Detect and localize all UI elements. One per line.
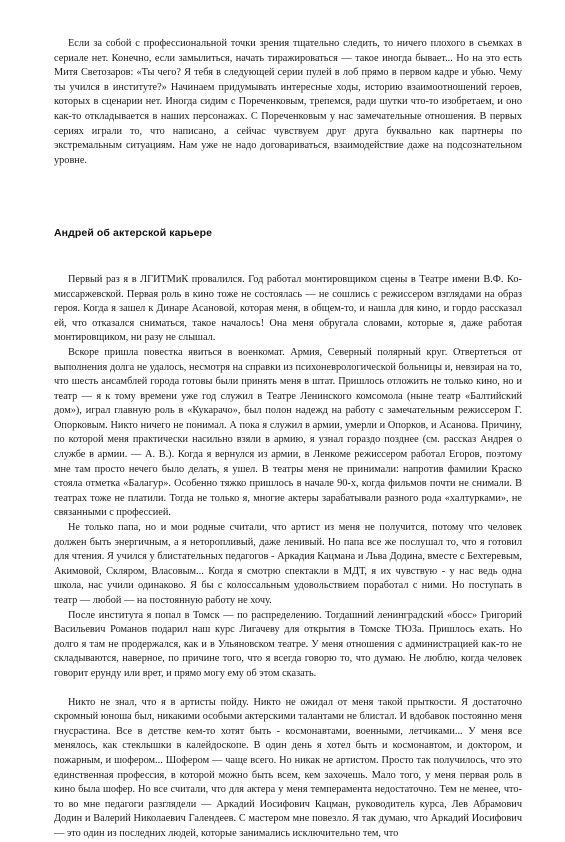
- document-page: [54, 37, 522, 842]
- spacer: [54, 682, 522, 696]
- body-paragraph-5: Никто не знал, что я в артисты пойду. Никто не ожидал от меня такой прыткости. Я достаточно скромный юноша был, никакими особыми актерскими талантами не блистал. И вдобавок постоянно меня гнусрастина. Все в детстве кем-то хотят быть - космонавтами, военными, летчиками... У меня все менялось, как стеклышки в калейдоскопе. В один день я хотел быть и космонавтом, и доктором, и пожарным, и шофером... Шофером — чаще всего. Но никак не артистом. Просто так получилось, что это единственная профессия, в которой можно быть всем, кем захочешь. Мало того, у меня первая роль в кино была шофер. Но все считали, что для актера у меня темперамента недостаточно. Тем не менее, что-то во мне педагоги разглядели — Аркадий Иосифович Кацман, руководитель курса, Лев Абрамович Додин и Валерий Николаевич Галендеев. С мастером мне повезло. Я так думаю, что Аркадий Иосифович — это один из последних людей, которые занимались исключительно тем, что: [54, 696, 522, 839]
- intro-paragraph: Если за собой с профессиональной точки зрения тщательно следить, то ничего плохого в съемках в сериале нет. Конечно, если замылиться, начать тиражироваться — такое иногда бывает... Но на это есть Митя Светозаров: «Ты чего? Я тебя в следующей серии пулей в лоб прямо в первом кадре и убью. Чему ты учился в институте?» Начинаем придумывать интересные ходы, историю взаимоотношений героев, которых в сценарии нет. Иногда сидим с Пореченковым, трепемся, ради шутки что-то изобретаем, и оно как-то откладывается в наших персонажах. С Пореченковым у нас замечательные отношения. В первых сериях играли то, что написано, а сейчас чувствуем друг друга буквально как партнеры по экстремальным ситуациям. Нам уже не надо договариваться, взаимодействие даже на подсознательном уровне.: [54, 38, 522, 166]
- spacer: [54, 241, 522, 273]
- body-paragraph-3: Не только папа, но и мои родные считали, что артист из меня не получится, потому что человек должен быть энергичным, а я неторопливый, даже ленивый. Но папа все же послушал то, что я готовил для чтения. Я учился у блистательных педагогов - Аркадия Кацмана и Льва Додина, вместе с Бехтеревым, Акимовой, Скляром, Власовым... Когда я смотрю спектакли в МДТ, я их чувствую - у нас ведь одна школа, нас учили одинаково. Я бы с колоссальным удовольствием поработал с ними. Но поступать в театр — любой — на постоянную работу не хочу.: [54, 522, 522, 606]
- section-heading: Андрей об актерской карьере: [54, 227, 213, 240]
- body-paragraph-1: Первый раз я в ЛГИТМиК провалился. Год работал монтировщиком сцены в Театре имени В.Ф. Ко-миссаржевской. Первая роль в кино тоже не состоялась — не сошлись с режиссером взглядами на образ героя. Когда я зашел к Динаре Асановой, которая меня, в общем-то, и нашла для кино, и гордо рассказал ей, что отказался сниматься, такое началось! Она меня обругала словами, которые я, даже работая монтировщиком, ни разу не слышал.: [54, 273, 522, 344]
- spacer: [54, 168, 522, 226]
- body-paragraph-4: После института я попал в Томск — по распределению. Тогдашний ленинградский «босс» Григорий Васильевич Романов подарил наш курс Лигачеву для открытия в Томске ТЮЗа. Пришлось ехать. Но долго я там не продержался, как и в Ульяновском театре. У меня отношения с администрацией как-то не складываются, наверное, по причине того, что я всегда говорю то, что думаю. Не люблю, когда человек говорит ерунду или врет, и прямо могу ему об этом сказать.: [54, 609, 522, 679]
- body-paragraph-2: Вскоре пришла повестка явиться в военкомат. Армия, Северный полярный круг. Отвертеться от выполнения долга не удалось, несмотря на справки из психоневрологической больницы и, невзирая на то, что шесть ансамблей города готовы были принять меня в штат. Пришлось отложить не только кино, но и театр — я к тому времени уже год служил в Театре Ленинского комсомола (ныне театр «Балтийский дом»), играл главную роль в «Кукарачо», был полон надежд на работу с замечательным режиссером Г. Опорковым. Никто ничего не понимал. А пока я служил в армии, умерли и Опорков, и Асанова. Причину, по которой меня практически насильно взяли в армию, я узнал гораздо позднее (см. рассказ Андрея о службе в армии. — А. В.). Когда я вернулся из армии, в Ленкоме режиссером работал Егоров, поэтому мне там просто нечего было делать, я ушел. В театры меня не принимали: напротив фамилии Краско стояла отметка «Балагур». Особенно тяжко пришлось в начале 90-х, когда фильмов почти не снимали. В театрах тоже не платили. Тогда не только я, многие актеры зарабатывали разного рода «халтурками», не связанными с профессией.: [54, 346, 522, 519]
